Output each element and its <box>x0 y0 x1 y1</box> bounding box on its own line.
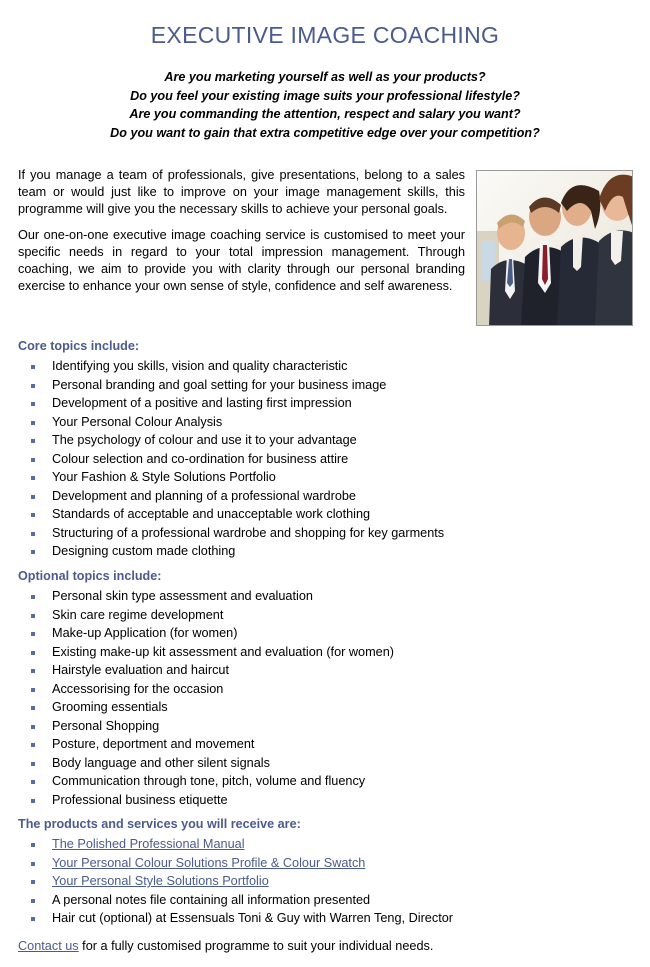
question: Do you want to gain that extra competitive edge over your competition? <box>110 125 540 140</box>
list-item: Development and planning of a professional wardrobe <box>0 487 620 506</box>
list-item: The psychology of colour and use it to your advantage <box>0 431 620 450</box>
list-item: Existing make-up kit assessment and evaluation (for women) <box>0 643 620 662</box>
business-team-photo <box>476 170 633 326</box>
question: Are you marketing yourself as well as your products? <box>164 70 486 84</box>
question: Are you commanding the attention, respect and salary you want? <box>129 107 521 121</box>
list-item: Personal Shopping <box>0 717 620 736</box>
list-item: Development of a positive and lasting first impression <box>0 394 620 413</box>
core-topics-heading: Core topics include: <box>18 339 140 353</box>
question: Do you feel your existing image suits your professional lifestyle? <box>130 88 520 103</box>
optional-topics-list <box>0 587 620 809</box>
colour-profile-link[interactable]: Your Personal Colour Solutions Profile & Colour Swatch <box>52 855 366 870</box>
style-portfolio-link[interactable]: Your Personal Style Solutions Portfolio <box>52 874 269 888</box>
list-item: Personal branding and goal setting for your business image <box>0 376 620 395</box>
list-item: Designing custom made clothing <box>0 542 620 561</box>
list-item: Personal skin type assessment and evaluation <box>0 587 620 606</box>
list-item: Body language and other silent signals <box>0 754 620 773</box>
list-item: Skin care regime development <box>0 606 620 625</box>
list-item: Your Fashion & Style Solutions Portfolio <box>0 468 620 487</box>
page-title: EXECUTIVE IMAGE COACHING <box>150 22 500 48</box>
intro-paragraph: Our one-on-one executive image coaching service is customised to meet your specific needs in regard to your total impression management. Through coaching, we aim to provide you with clarity through our personal branding exercise to enhance your own sense of style, confidence and self awareness. <box>18 227 465 294</box>
products-heading: The products and services you will receive are: <box>18 817 301 831</box>
optional-topics-heading: Optional topics include: <box>18 569 162 583</box>
list-item: Professional business etiquette <box>0 791 620 810</box>
contact-text: for a fully customised programme to suit your individual needs. <box>78 939 434 953</box>
list-item <box>0 835 620 854</box>
products-list <box>0 835 620 928</box>
list-item: Grooming essentials <box>0 698 620 717</box>
list-item: Make-up Application (for women) <box>0 624 620 643</box>
business-team-image <box>477 171 633 326</box>
list-item: Posture, deportment and movement <box>0 735 620 754</box>
list-item: Communication through tone, pitch, volume and fluency <box>0 772 620 791</box>
intro-paragraph: If you manage a team of professionals, give presentations, belong to a sales team or would just like to improve on your image management skills, this programme will give you the necessary skills to achieve your personal goals. <box>18 168 465 217</box>
list-item: Identifying you skills, vision and quality characteristic <box>0 357 620 376</box>
intro-text <box>18 167 465 303</box>
list-item: Hairstyle evaluation and haircut <box>0 661 620 680</box>
list-item: Colour selection and co-ordination for business attire <box>0 450 620 469</box>
list-item: A personal notes file containing all information presented <box>0 891 620 910</box>
list-item: Your Personal Colour Analysis <box>0 413 620 432</box>
list-item <box>0 854 620 873</box>
manual-link[interactable]: The Polished Professional Manual <box>52 837 245 851</box>
list-item <box>0 872 620 891</box>
core-topics-list <box>0 357 620 561</box>
list-item: Hair cut (optional) at Essensuals Toni & Guy with Warren Teng, Director <box>0 909 620 928</box>
list-item: Standards of acceptable and unacceptable work clothing <box>0 505 620 524</box>
question-list <box>0 68 650 142</box>
contact-us-link[interactable]: Contact us <box>18 939 79 953</box>
list-item: Accessorising for the occasion <box>0 680 620 699</box>
list-item: Structuring of a professional wardrobe and shopping for key garments <box>0 524 620 543</box>
contact-line <box>18 937 433 955</box>
